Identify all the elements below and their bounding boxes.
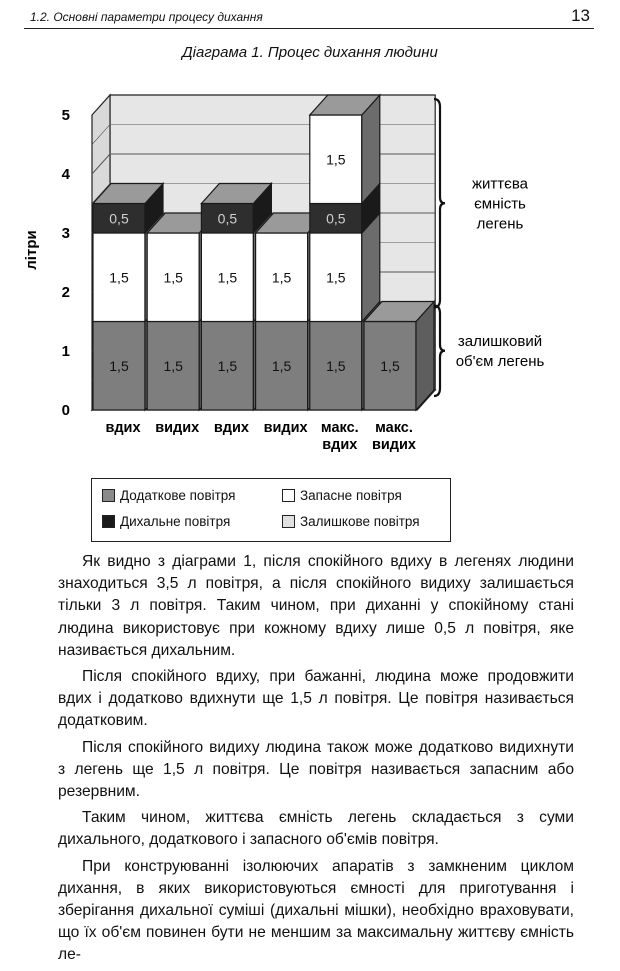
legend-item-zapasne (282, 488, 402, 503)
legend-label: Залишкове повітря (300, 514, 420, 529)
paragraph: При конструюванні ізолюючих апаратів з замкненим циклом дихання, в яких використовуються ємності для приготування і зберігання дихальної суміші (дихальні мішки), необхідно враховувати, що їх об'єм повинен бути не меншим за максимальну життєву ємність ле- (58, 857, 574, 964)
y-tick-label: 2 (61, 284, 70, 301)
brace-label: життєва (472, 175, 528, 193)
legend-swatch (102, 515, 115, 528)
stacked-bar-chart (0, 70, 620, 470)
chart-legend (91, 478, 451, 542)
y-tick-label: 1 (61, 343, 70, 360)
running-title: 1.2. Основні параметри процесу дихання (30, 10, 263, 24)
data-label: 1,5 (326, 269, 346, 286)
paragraph: Як видно з діаграми 1, після спокійного вдиху в легенях людини знаходиться 3,5 л повітря, а після спокійного видиху залишається тільки 3 л повітря. Таким чином, при диханні у спокійному стані людина використовує при кожному вдиху лише 0,5 л повітря, яке називається дихальним. (58, 553, 574, 659)
y-tick-label: 0 (61, 402, 70, 419)
legend-item-zalyshkove (282, 514, 420, 529)
y-tick-label: 3 (61, 225, 70, 242)
x-tick-label: вдих (322, 437, 358, 453)
paragraph: Після спокійного вдиху, при бажанні, людина може продовжити вдих і додатково вдихнути ще 1,5 л повітря. Це повітря називається додатковим. (58, 668, 574, 730)
chart-caption: Діаграма 1. Процес дихання людини (182, 44, 438, 61)
legend-swatch (282, 515, 295, 528)
legend-swatch (282, 489, 295, 502)
x-tick-label: видих (371, 437, 417, 453)
data-label: 1,5 (217, 269, 238, 286)
data-label: 1,5 (163, 269, 183, 286)
y-axis-title: літри (23, 230, 40, 270)
x-tick-label: макс. (320, 420, 359, 436)
x-tick-label: вдих (105, 420, 141, 436)
data-label: 0,5 (326, 210, 346, 227)
x-tick-label: видих (155, 420, 200, 436)
paragraph: Таким чином, життєва ємність легень складається з суми дихального, додаткового і запасного об'ємів повітря. (58, 809, 574, 849)
data-label: 1,5 (271, 357, 292, 374)
brace-label: ємність (474, 195, 526, 213)
y-tick-label: 4 (61, 166, 70, 183)
legend-label: Запасне повітря (300, 488, 402, 503)
legend-item-dodatkove (102, 488, 235, 503)
page-number: 13 (571, 6, 590, 25)
data-label: 1,5 (326, 357, 346, 374)
data-label: 1,5 (163, 357, 183, 374)
data-label: 1,5 (109, 269, 129, 286)
data-label: 0,5 (109, 210, 129, 227)
data-label: 1,5 (380, 357, 400, 374)
legend-swatch (102, 489, 115, 502)
brace-label: об'єм легень (455, 352, 545, 370)
paragraph: Після спокійного видиху людина також може додатково видихнути з легень ще 1,5 л повітря. Це повітря називається запасним або резервним. (58, 738, 574, 801)
data-label: 1,5 (109, 357, 129, 374)
x-tick-label: макс. (375, 420, 413, 436)
brace-label: легень (476, 215, 524, 233)
page-header (24, 6, 594, 29)
body-text (58, 551, 574, 971)
x-tick-label: вдих (213, 420, 249, 436)
legend-item-dykhalne (102, 514, 230, 529)
data-label: 1,5 (217, 357, 238, 374)
data-label: 1,5 (326, 151, 346, 168)
legend-label: Дихальне повітря (120, 514, 231, 529)
data-label: 0,5 (217, 210, 238, 227)
brace-label: залишковий (457, 332, 543, 350)
x-tick-label: видих (263, 420, 308, 436)
data-label: 1,5 (271, 269, 292, 286)
legend-label: Додаткове повітря (120, 488, 236, 503)
y-tick-label: 5 (61, 107, 70, 124)
